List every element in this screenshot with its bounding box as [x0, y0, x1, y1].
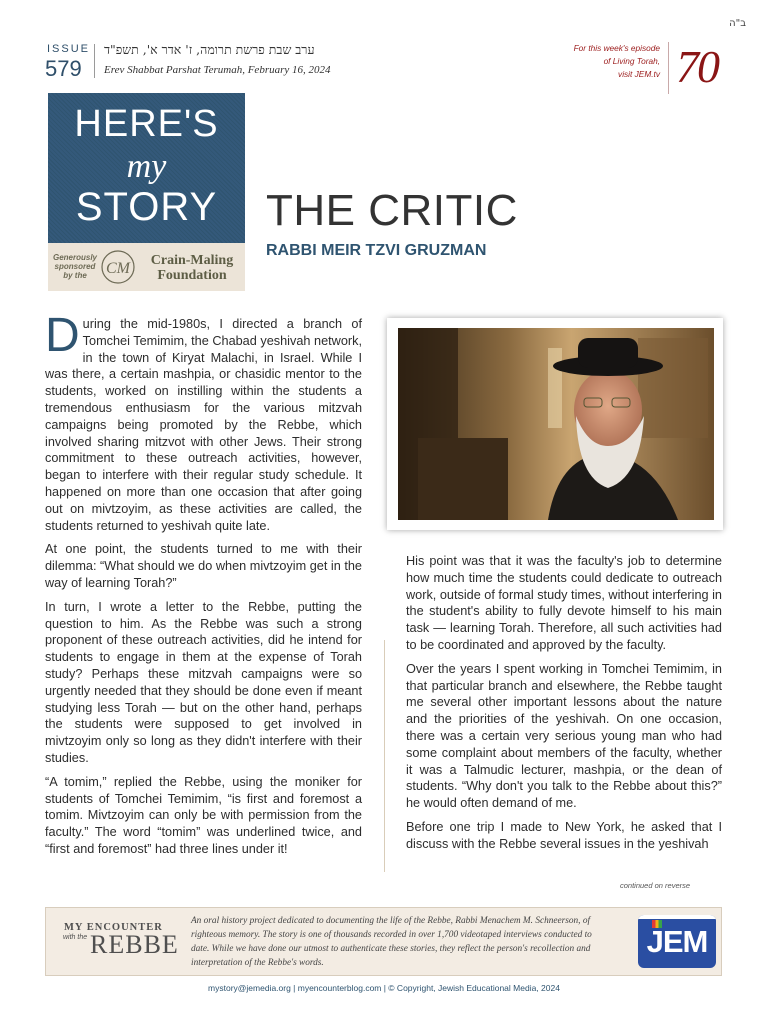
- jem-logo-text: JEM: [646, 924, 708, 959]
- bh-mark: ב"ה: [729, 18, 746, 29]
- sponsor-name-line-1: Crain-Maling: [150, 253, 234, 268]
- masthead-line-1: HERE'S: [74, 103, 219, 145]
- promo-divider: [668, 42, 669, 94]
- my-encounter-brand-line-2: with the: [63, 934, 88, 941]
- my-encounter-brand-line-3: REBBE: [90, 930, 179, 959]
- article-title: THE CRITIC: [266, 186, 518, 235]
- continued-note: continued on reverse: [620, 881, 691, 890]
- column-divider: [384, 640, 385, 872]
- paragraph: At one point, the students turned to me with their dilemma: “What should we do when mivtzoyim get in the way of learning Torah?”: [45, 542, 362, 590]
- sponsor-name-line-2: Foundation: [157, 268, 227, 283]
- masthead-line-2: my: [126, 148, 167, 185]
- english-date: Erev Shabbat Parshat Terumah, February 16, 2024: [104, 64, 331, 76]
- paragraph: In turn, I wrote a letter to the Rebbe, putting the question to him. As the Rebbe was such a strong proponent of these outreach activities, did he intend for students to engage in them at the expense of Torah study? Perhaps these mitzvah campaigns were so urgently needed that they should be done even if meant studying less Torah — but on the other hand, perhaps the students were supposed to get involved in mivtzoyim only so long as they didn't interfere with their studies.: [45, 599, 362, 765]
- crain-maling-logo-icon: [100, 249, 136, 285]
- sponsor-prefix: Generously sponsored by the: [52, 253, 97, 280]
- sponsor-name: [140, 253, 244, 283]
- article-column-2: [406, 553, 722, 860]
- article-author: RABBI MEIR TZVI GRUZMAN: [266, 242, 487, 259]
- paragraph: Over the years I spent working in Tomchei Temimim, in that particular branch and elsewhere, the Rebbe taught me several other important lessons about the nature and the priorities of the yeshivah. On one occasion, there was a certain very serious young man who had some complaint about members of the faculty, whether it was a Talmudic lecturer, mashpia, or the dean of students. “Why don't you talk to the Rebbe about this?” he would often demand of me.: [406, 661, 722, 811]
- paragraph: [45, 309, 362, 534]
- promo-line: For this week's episode: [573, 43, 660, 53]
- promo-line: visit JEM.tv: [618, 69, 660, 79]
- sponsor-banner: [48, 243, 245, 291]
- interviewee-photo: [387, 318, 723, 530]
- hebrew-date: ערב שבת פרשת תרומה, ז' אדר א', תשפ"ד: [104, 42, 315, 57]
- portrait-photo-icon: [398, 328, 714, 520]
- contact-credits[interactable]: mystory@jemedia.org | myencounterblog.com | © Copyright, Jewish Educational Media, 2024: [208, 983, 560, 993]
- issue-label: ISSUE: [47, 43, 91, 55]
- promo-line: of Living Torah,: [603, 56, 660, 66]
- seventy-logo: 70: [676, 41, 718, 92]
- crain-maling-logo-text: CM: [106, 260, 130, 277]
- article-column-1: [45, 309, 362, 865]
- jem-logo-bar: [638, 915, 716, 919]
- heres-my-story-masthead: [48, 93, 245, 243]
- paragraph: His point was that it was the faculty's job to determine how much time the students could dedicate to outreach work, outside of formal study times, without interfering in the student's ability to fully devote himself to his main task — learning Torah. Therefore, all such activities had to be coordinated and approved by the faculty.: [406, 554, 722, 652]
- footer-box: [45, 907, 722, 976]
- paragraph: “A tomim,” replied the Rebbe, using the moniker for students of Tomchei Temimim, “is first and foremost a tomim. Mivtzoyim can only be with permission from the faculty.” The word “tomim” was underlined twice, and “first and foremost” had three lines under it!: [45, 774, 362, 856]
- masthead-line-3: STORY: [75, 185, 218, 229]
- paragraph: Before one trip I made to New York, he asked that I discuss with the Rebbe several issues in the yeshivah: [406, 819, 722, 851]
- jem-logo[interactable]: [638, 915, 716, 968]
- jem-tv-promo[interactable]: [560, 42, 660, 81]
- drop-cap: D: [45, 309, 80, 362]
- paragraph-text: uring the mid-1980s, I directed a branch of Tomchei Temimim, the Chabad yeshivah network, in the town of Kiryat Malachi, in Israel. While I was there, a certain mashpia, or chasidic mentor to the students, worked on instilling within the students a tremendous enthusiasm for the various mitzvah campaigns being promoted by the Rebbe, which involved sharing mitzvot with other Jews. Their strong commitment to these outreach activities, however, began to interfere with their regular study schedule. It happened on more than one occasion that after going out on mivtzoyim, as these activities are called, the students returned to yeshivah quite late.: [45, 317, 362, 533]
- header-divider: [94, 44, 95, 78]
- issue-number: 579: [45, 56, 82, 81]
- my-encounter-brand-line-1: MY ENCOUNTER: [64, 922, 163, 933]
- project-description: An oral history project dedicated to documenting the life of the Rebbe, Rabbi Menachem M. Schneerson, of righteous memory. The story is one of thousands recorded in over 1,700 videotaped interviews conducted to date. While we have done our utmost to authenticate these stories, they reflect the person's recollection and interpretation of the Rebbe's words.: [191, 916, 592, 968]
